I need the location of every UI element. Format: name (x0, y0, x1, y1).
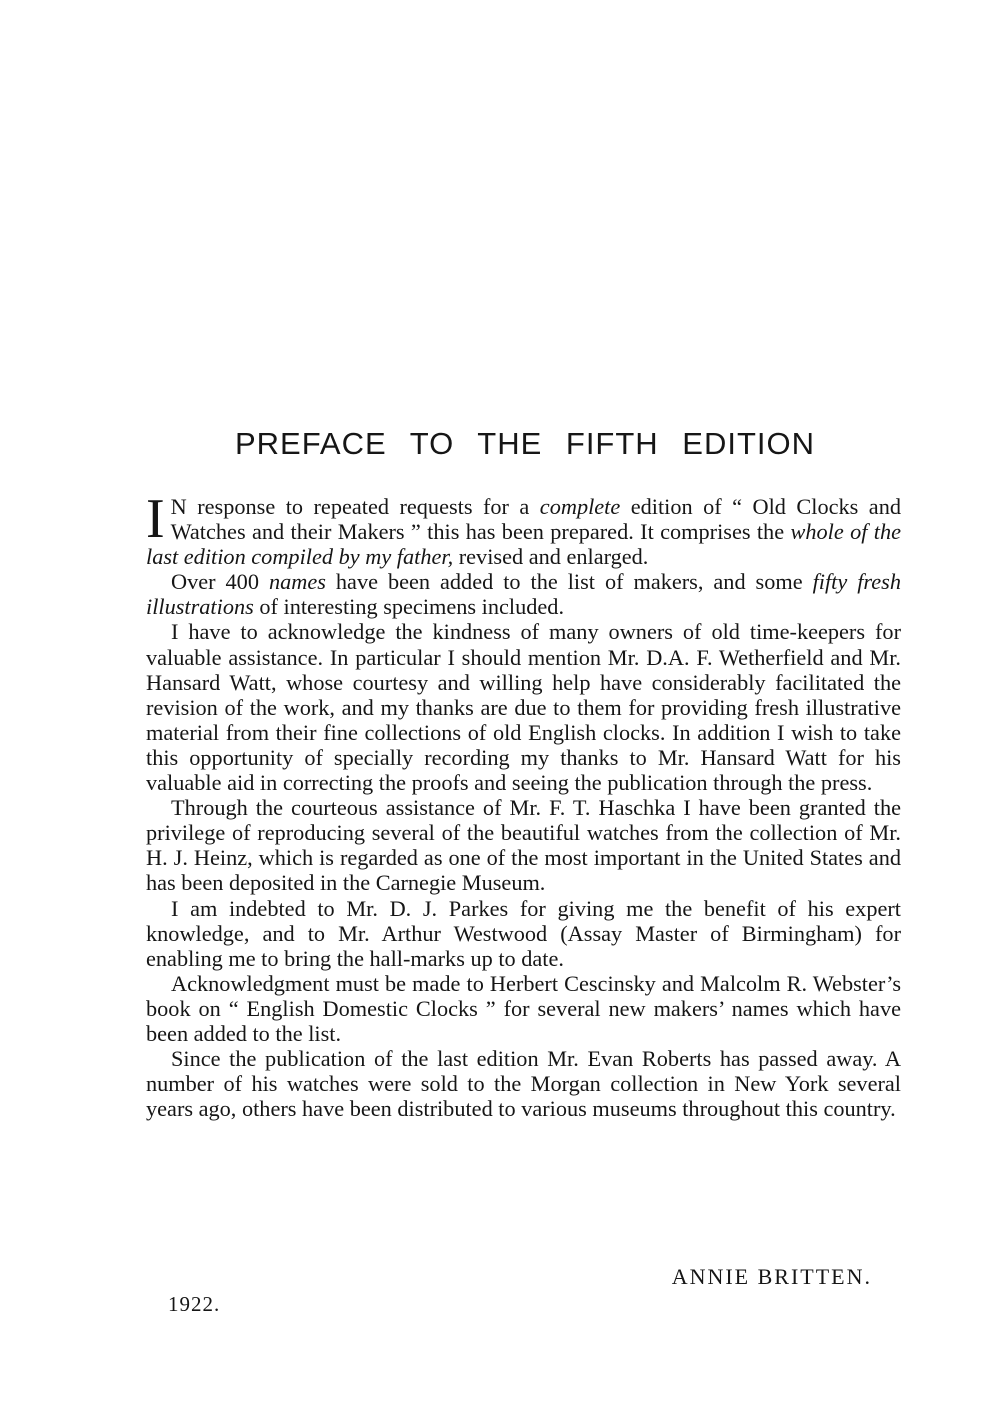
text-segment: I have to acknowledge the kindness of many owners of old time-keepers for valuable assistance. In particular I should mention Mr. D.A. F. Wetherfield and Mr. Hansard Watt, whose courtesy and willing help have considerably facilitated the revision of the work, and my thanks are due to them for providing fresh illustrative material from their fine collections of old English clocks. In addition I wish to take this opportunity of specially recording my thanks to Mr. Hansard Watt for his valuable aid in correcting the proofs and seeing the publication through the press. (146, 619, 901, 796)
paragraph (146, 488, 902, 570)
italic-text: complete (539, 494, 621, 519)
text-segment: Acknowledgment must be made to Herbert Cescinsky and Malcolm R. Webster’s book on “ English Domestic Clocks ” for several new makers’ names which have been added to the list. (146, 970, 901, 1046)
preface-body (146, 488, 902, 1122)
text-segment: have been added to the list of makers, and some (325, 569, 813, 595)
text-segment: Since the publication of the last edition Mr. Evan Roberts has passed away. A number of his watches were sold to the Morgan collection in New York several years ago, others have been distributed to various museums throughout this country. (146, 1046, 901, 1122)
paragraph (146, 971, 901, 1046)
text-segment: Over 400 (171, 569, 269, 595)
paragraph (146, 619, 901, 795)
italic-text: fifty fresh illustrations (146, 569, 901, 620)
text-segment: edition of “ Old Clocks and Watches and their Makers ” this has been prepared. It comprises the (170, 494, 901, 545)
paragraph (146, 795, 901, 895)
text-segment: I am indebted to Mr. D. J. Parkes for giving me the benefit of his expert knowledge, and to Mr. Arthur Westwood (Assay Master of Birmingham) for enabling me to bring the hall-marks up to date. (146, 895, 901, 971)
date-line: 1922. (168, 1292, 221, 1316)
italic-text: names (268, 569, 326, 595)
text-segment: Through the courteous assistance of Mr. F. T. Haschka I have been granted the privilege of reproducing several of the beautiful watches from the collection of Mr. H. J. Heinz, which is regarded as one of the most important in the United States and has been deposited in the Carnegie Museum. (146, 795, 901, 896)
paragraph (146, 896, 901, 971)
page-title: PREFACE TO THE FIFTH EDITION (234, 426, 816, 461)
text-segment: revised and enlarged. (453, 544, 649, 570)
italic-text: whole of the last edition compiled by my father, (146, 519, 902, 570)
paragraph (146, 1046, 901, 1121)
drop-cap: I (146, 488, 165, 550)
text-segment: of interesting specimens included. (253, 594, 565, 620)
author-signature: ANNIE BRITTEN. (671, 1264, 872, 1289)
text-segment: N response to repeated requests for a (170, 494, 540, 519)
paragraph (146, 569, 901, 619)
